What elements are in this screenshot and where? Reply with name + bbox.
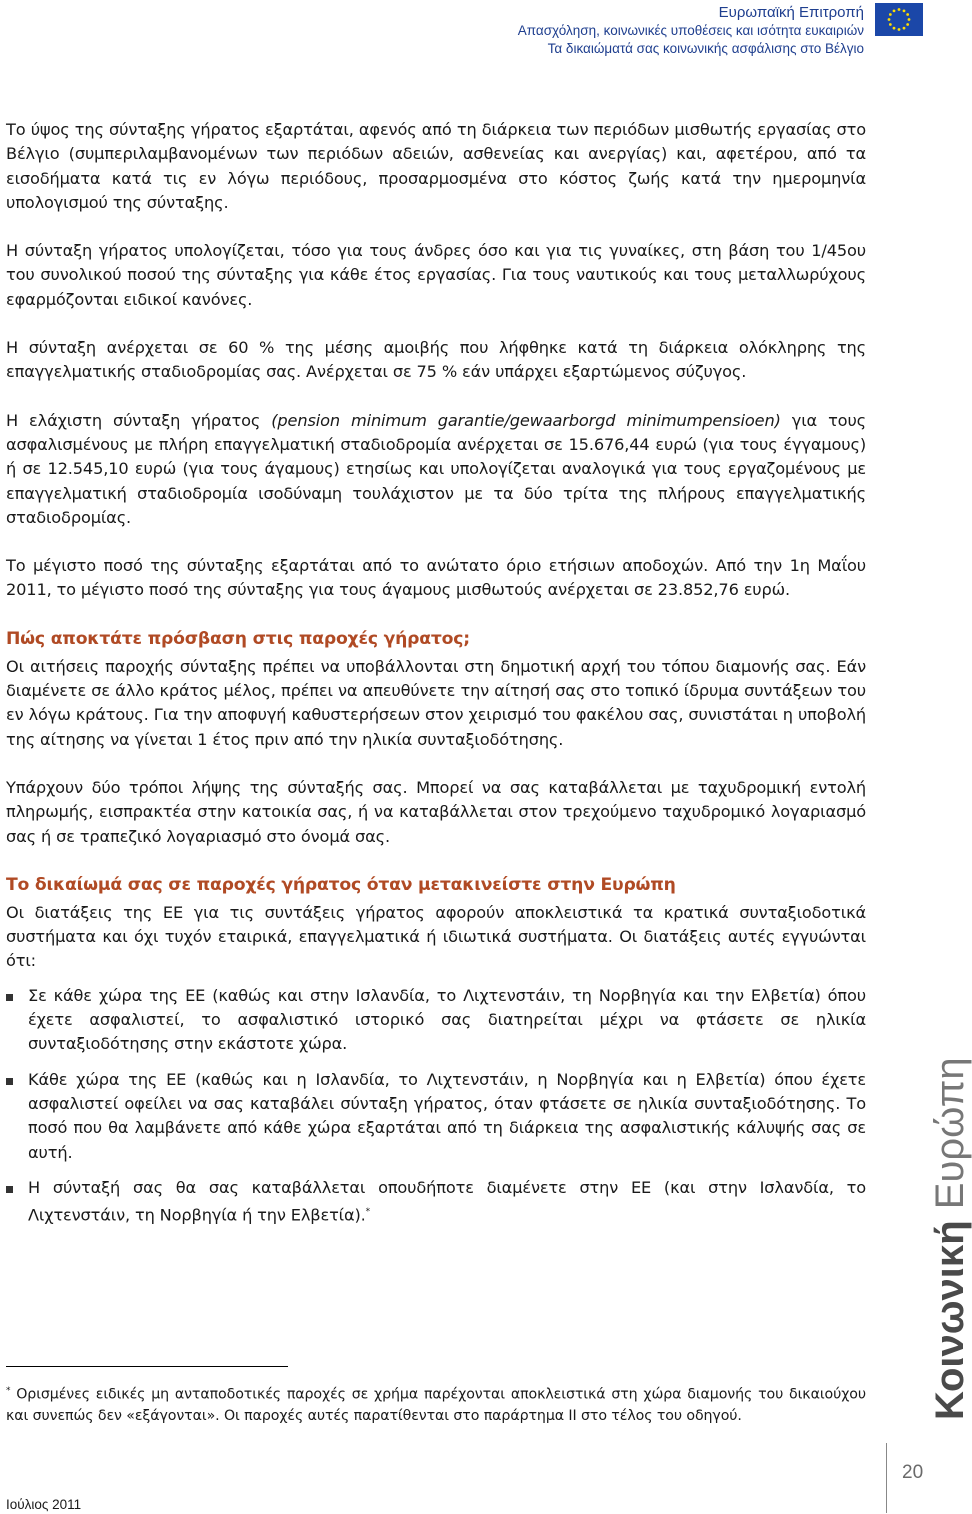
eu-star-icon <box>893 9 896 12</box>
page-number-divider <box>886 1443 887 1513</box>
list-item-text: Η σύνταξή σας θα σας καταβάλλεται οπουδήποτε διαμένετε στην ΕΕ (και στην Ισλανδία, το Λιχτενστάιν, τη Νορβηγία ή την Ελβετία). <box>28 1177 866 1225</box>
eu-star-icon <box>893 27 896 30</box>
footnote-divider <box>6 1366 288 1367</box>
eu-star-icon <box>906 23 909 26</box>
publication-date: Ιούλιος 2011 <box>6 1497 82 1512</box>
document-header <box>518 4 864 58</box>
main-content <box>6 118 866 1239</box>
list-item <box>6 984 866 1057</box>
footnote-mark: * <box>6 1386 11 1396</box>
heading-access-benefits: Πώς αποκτάτε πρόσβαση στις παροχές γήρατος; <box>6 628 470 649</box>
paragraph-maximum-pension: Το μέγιστο ποσό της σύνταξης εξαρτάται από το ανώτατο όριο ετήσιων αποδοχών. Από την 1η Μαΐου 2011, το μέγιστο ποσό της σύνταξης για τους άγαμους μισθωτούς ανέρχεται σε 23.852,76 ευρώ. <box>6 556 866 600</box>
header-organization: Ευρωπαϊκή Επιτροπή <box>718 4 864 21</box>
eu-flag-icon <box>875 3 923 36</box>
eu-star-icon <box>898 8 901 11</box>
paragraph-application: Οι αιτήσεις παροχής σύνταξης πρέπει να υποβάλλονται στη δημοτική αρχή του τόπου διαμονής σας. Εάν διαμένετε σε άλλο κράτος μέλος, πρέπει να απευθύνετε την αίτησή σας στο τοπικό ίδρυμα συντάξεων του εν λόγω κράτους. Για την αποφυγή καθυστερήσεων στον χειρισμό του φακέλου σας, συνιστάται η υποβολή της αίτησης να γίνεται 1 έτος πριν από την ηλικία συνταξιοδότησης. <box>6 656 866 749</box>
square-bullet-icon <box>6 994 13 1001</box>
paragraph-eu-provisions: Οι διατάξεις της ΕΕ για τις συντάξεις γήρατος αφορούν αποκλειστικά τα κρατικά συνταξιοδοτικά συστήματα και όχι τυχόν εταιρικά, επαγγελματικά ή ιδιωτικά συστήματα. Οι διατάξεις αυτές εγγυώνται ότι: <box>6 902 866 971</box>
list-item <box>6 1068 866 1165</box>
eu-star-icon <box>898 28 901 31</box>
list-item <box>6 1176 866 1228</box>
heading-rights-europe: Το δικαίωμά σας σε παροχές γήρατος όταν μετακινείστε στην Ευρώπη <box>6 874 676 895</box>
minimum-pension-details: για τους ασφαλισμένους με πλήρη επαγγελματική σταδιοδρομία ανέρχεται σε 15.676,44 ευρώ (για τους έγγαμους) ή σε 12.545,10 ευρώ (για τους άγαμους) ετησίως και υπολογίζεται αναλογικά για τους εργαζομένους με επαγγελματική σταδιοδρομία ισοδύναμη τουλάχιστον με τα δύο τρίτα της πλήρους επαγγελματικής σταδιοδρομίας. <box>6 410 867 527</box>
square-bullet-icon <box>6 1186 13 1193</box>
footnote-text: Ορισμένες ειδικές μη ανταποδοτικές παροχές σε χρήμα παρέχονται αποκλειστικά στη χώρα διαμονής του δικαιούχου και συνεπώς δεν «εξάγονται». Οι παροχές αυτές παρατίθενται στο παράρτημα II στο τέλος του οδηγού. <box>6 1386 866 1424</box>
guarantees-list <box>6 984 866 1228</box>
paragraph-payment-methods: Υπάρχουν δύο τρόποι λήψης της σύνταξής σας. Μπορεί να σας καταβάλλεται με ταχυδρομική εντολή πληρωμής, εισπρακτέα στην κατοικία σας, ή να καταβάλλεται στον τρεχούμενο ταχυδρομικό λογαριασμό σας ή σε τραπεζικό λογαριασμό στο όνομά σας. <box>6 777 866 846</box>
footnote-reference[interactable]: * <box>365 1207 371 1218</box>
list-item-text: Σε κάθε χώρα της ΕΕ (καθώς και στην Ισλανδία, το Λιχτενστάιν, τη Νορβηγία και την Ελβετία) όπου έχετε ασφαλιστεί, το ασφαλιστικό ιστορικό σας διατηρείται μέχρι να φτάσετε σε ηλικία συνταξιοδότησης στην εκάστοτε χώρα. <box>28 985 866 1054</box>
page-number: 20 <box>902 1462 924 1483</box>
footnote <box>6 1381 866 1427</box>
minimum-pension-term: (pension minimum garantie/gewaarborgd minimumpensioen) <box>271 410 781 430</box>
paragraph-pension-amount: Το ύψος της σύνταξης γήρατος εξαρτάται, αφενός από τη διάρκεια των περιόδων μισθωτής εργασίας στο Βέλγιο (συμπεριλαμβανομένων των περιόδων αδειών, ασθενείας και ανεργίας) και, αφετέρου, από τα εισοδήματα κατά τις εν λόγω περιόδους, προσαρμοσμένα στο κόστος ζωής κατά την ημερομηνία υπολογισμού της σύνταξης. <box>6 120 866 212</box>
side-branding <box>910 1057 972 1420</box>
brand-word-europe: Ευρώπη <box>928 1057 972 1210</box>
header-guide-title: Τα δικαιώματά σας κοινωνικής ασφάλισης στο Βέλγιο <box>547 41 864 56</box>
header-directorate: Απασχόληση, κοινωνικές υποθέσεις και ισότητα ευκαιριών <box>517 23 864 38</box>
brand-word-social: Κοινωνική <box>928 1220 972 1420</box>
eu-star-icon <box>906 13 909 16</box>
list-item-text: Κάθε χώρα της ΕΕ (καθώς και η Ισλανδία, το Λιχτενστάιν, η Νορβηγία και η Ελβετία) όπου έχετε ασφαλιστεί οφείλει να σας καταβάλει σύνταξη γήρατος, όταν φτάσετε σε ηλικία συνταξιοδότησης. Το ποσό που θα λαμβάνετε από κάθε χώρα εξαρτάται από τη διάρκεια της ασφαλιστικής κάλυψής σας σε αυτή. <box>28 1069 866 1162</box>
paragraph-pension-rate: Η σύνταξη ανέρχεται σε 60 % της μέσης αμοιβής που λήφθηκε κατά τη διάρκεια ολόκληρης της επαγγελματικής σταδιοδρομίας σας. Ανέρχεται σε 75 % εάν υπάρχει εξαρτώμενος σύζυγος. <box>6 338 866 382</box>
eu-star-icon <box>903 27 906 30</box>
paragraph-minimum-pension <box>6 409 866 530</box>
eu-star-icon <box>889 13 892 16</box>
eu-star-icon <box>889 23 892 26</box>
eu-star-icon <box>888 18 891 21</box>
eu-star-icon <box>908 18 911 21</box>
paragraph-pension-calculation: Η σύνταξη γήρατος υπολογίζεται, τόσο για τους άνδρες όσο και για τις γυναίκες, στη βάση του 1/45ου του συνολικού ποσού της σύνταξης για κάθε έτος εργασίας. Για τους ναυτικούς και τους μεταλλωρύχους εφαρμόζονται ειδικοί κανόνες. <box>6 241 866 309</box>
minimum-pension-intro: Η ελάχιστη σύνταξη γήρατος <box>6 410 272 430</box>
square-bullet-icon <box>6 1078 13 1085</box>
eu-star-icon <box>903 9 906 12</box>
